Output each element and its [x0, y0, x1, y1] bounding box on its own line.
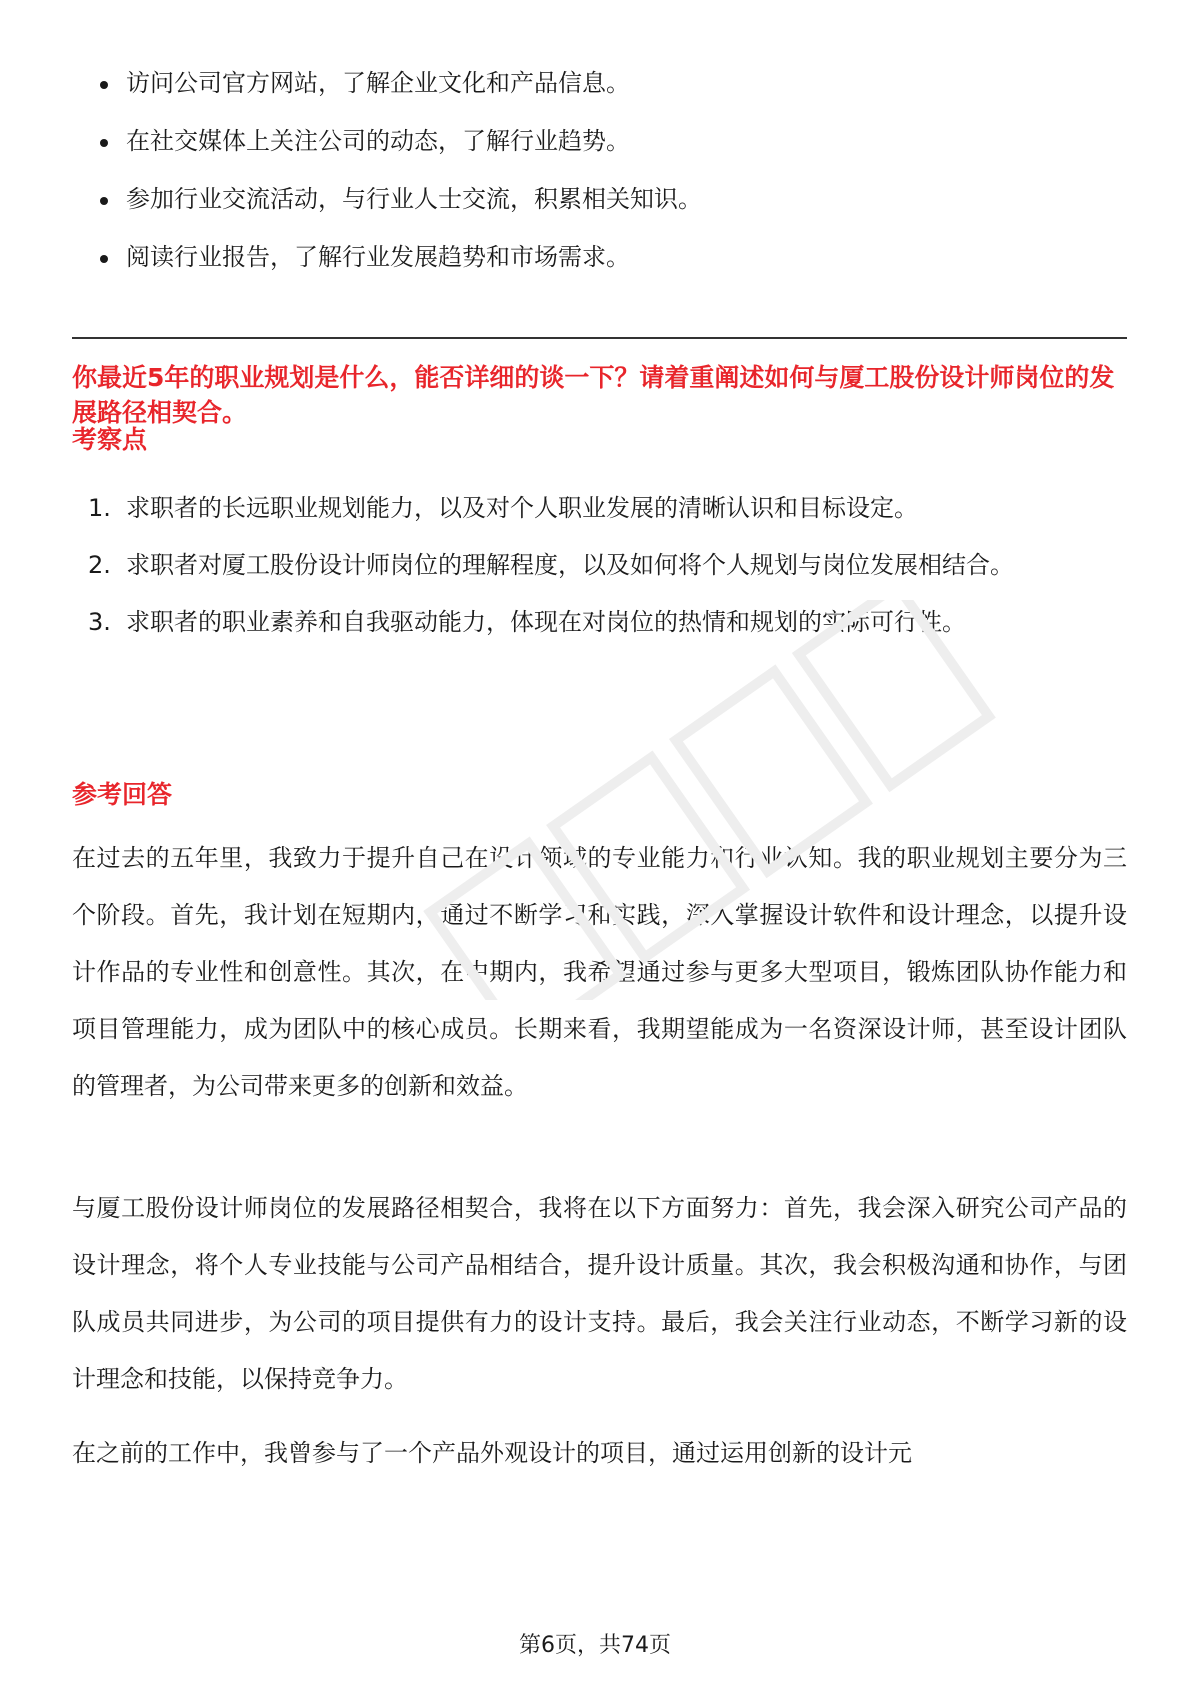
list-item — [72, 480, 1127, 537]
item-number: 1. — [88, 494, 111, 522]
item-text: 求职者对厦工股份设计师岗位的理解程度，以及如何将个人规划与岗位发展相结合。 — [126, 551, 1014, 579]
list-item — [72, 594, 1127, 651]
intro-bullet-list — [72, 54, 1127, 286]
item-number: 2. — [88, 551, 111, 579]
assessment-heading: 考察点 — [72, 425, 148, 454]
answer-heading: 参考回答 — [72, 780, 173, 809]
assessment-list — [72, 480, 1127, 651]
answer-paragraph: 在过去的五年里，我致力于提升自己在设计领域的专业能力和行业认知。我的职业规划主要分为三个阶段。首先，我计划在短期内，通过不断学习和实践，深入掌握设计软件和设计理念，以提升设计作品的专业性和创意性。其次，在中期内，我希望通过参与更多大型项目，锻炼团队协作能力和项目管理能力，成为团队中的核心成员。长期来看，我期望能成为一名资深设计师，甚至设计团队的管理者，为公司带来更多的创新和效益。 — [72, 844, 1127, 1100]
list-item — [72, 537, 1127, 594]
list-item: 参加行业交流活动，与行业人士交流，积累相关知识。 — [72, 170, 1127, 228]
item-text: 求职者的长远职业规划能力，以及对个人职业发展的清晰认识和目标设定。 — [126, 494, 918, 522]
list-item: 在社交媒体上关注公司的动态，了解行业趋势。 — [72, 112, 1127, 170]
answer-paragraph: 在之前的工作中，我曾参与了一个产品外观设计的项目，通过运用创新的设计元 — [72, 1439, 912, 1467]
item-text: 求职者的职业素养和自我驱动能力，体现在对岗位的热情和规划的实际可行性。 — [126, 608, 966, 636]
list-item: 阅读行业报告，了解行业发展趋势和市场需求。 — [72, 228, 1127, 286]
list-item: 访问公司官方网站，了解企业文化和产品信息。 — [72, 54, 1127, 112]
answer-paragraph: 与厦工股份设计师岗位的发展路径相契合，我将在以下方面努力：首先，我会深入研究公司产品的设计理念，将个人专业技能与公司产品相结合，提升设计质量。其次，我会积极沟通和协作，与团队成员共同进步，为公司的项目提供有力的设计支持。最后，我会关注行业动态，不断学习新的设计理念和技能，以保持竞争力。 — [72, 1194, 1127, 1393]
page-number: 第6页，共74页 — [519, 1633, 671, 1658]
divider — [72, 337, 1127, 339]
item-number: 3. — [88, 608, 111, 636]
interview-question: 你最近5年的职业规划是什么，能否详细的谈一下？请着重阐述如何与厦工股份设计师岗位的发展路径相契合。 — [72, 363, 1115, 427]
